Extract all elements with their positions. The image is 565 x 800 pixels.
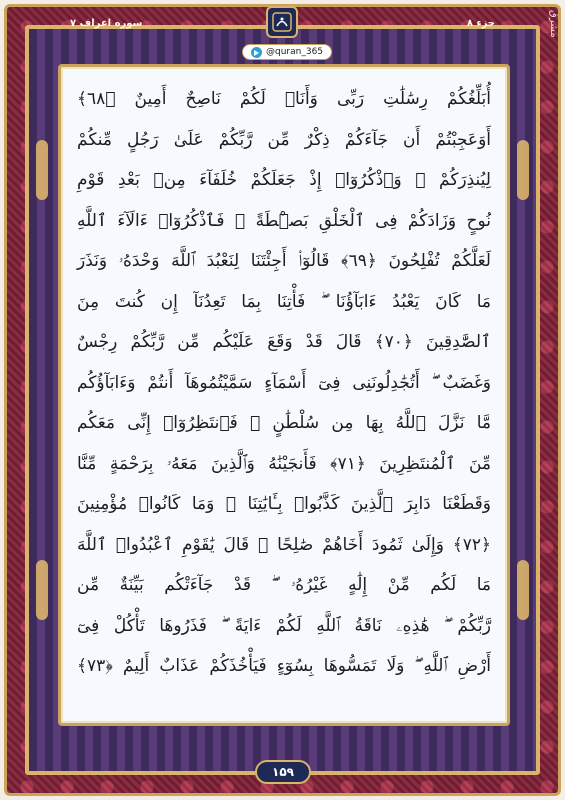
page-number-text: ۱۵۹ bbox=[272, 765, 294, 779]
site-watermark: مشرق bbox=[548, 10, 559, 38]
verse-line: لَعَلَّكُمْ تُفْلِحُونَ ﴿٦٩﴾ قَالُوٓا۟ أَجِئْتَنَا لِنَعْبُدَ ٱللَّهَ وَحْدَهُۥ وَنَذَرَ bbox=[77, 251, 491, 271]
juz-label: جزء ۸ bbox=[466, 17, 495, 29]
right-side-ornament bbox=[517, 560, 529, 620]
verse-line: رَّبِّكُمْ ۖ هَٰذِهِۦ نَاقَةُ ٱللَّهِ لَكُمْ ءَايَةً ۖ فَذَرُوهَا تَأْكُلْ فِىٓ bbox=[77, 615, 491, 636]
verse-line: مِّنَ ٱلْمُنتَظِرِينَ ﴿٧١﴾ فَأَنجَيْنَٰهُ وَٱلَّذِينَ مَعَهُۥ بِرَحْمَةٍ مِّنَّا bbox=[77, 453, 491, 474]
surah-label: سوره اعراف ۷ bbox=[70, 17, 143, 29]
social-handle-text: @quran_365 bbox=[266, 47, 324, 57]
verses-lines bbox=[61, 79, 507, 687]
verse-line: وَقَطَعْنَا دَابِرَ ٱلَّذِينَ كَذَّبُوا۟ بِـَٔايَٰتِنَا ۖ وَمَا كَانُوا۟ مُؤْمِنِينَ bbox=[77, 494, 491, 514]
right-side-ornament bbox=[517, 140, 529, 200]
header-medallion-icon bbox=[266, 6, 298, 38]
verse-line: نُوحٍ وَزَادَكُمْ فِى ٱلْخَلْقِ بَصْۜطَةً ۖ فَٱذْكُرُوٓا۟ ءَالَآءَ ٱللَّهِ bbox=[77, 210, 491, 231]
social-handle[interactable] bbox=[242, 44, 332, 60]
verse-line: ﴿٧٢﴾ وَإِلَىٰ ثَمُودَ أَخَاهُمْ صَٰلِحًا ۗ قَالَ يَٰقَوْمِ ٱعْبُدُوا۟ ٱللَّهَ bbox=[77, 534, 491, 555]
verse-line: مَّا نَزَّلَ ٱللَّهُ بِهَا مِن سُلْطَٰنٍ ۚ فَٱنتَظِرُوٓا۟ إِنِّى مَعَكُم bbox=[77, 413, 491, 433]
verse-line: أَوَعَجِبْتُمْ أَن جَآءَكُمْ ذِكْرٌ مِّن رَّبِّكُمْ عَلَىٰ رَجُلٍ مِّنكُمْ bbox=[77, 129, 491, 150]
verse-line: وَغَضَبٌ ۖ أَتُجَٰدِلُونَنِى فِىٓ أَسْمَآءٍ سَمَّيْتُمُوهَآ أَنتُمْ وَءَابَآؤُكُم bbox=[77, 372, 491, 393]
verse-line: مَا لَكُم مِّنْ إِلَٰهٍ غَيْرُهُۥ ۖ قَدْ جَآءَتْكُم بَيِّنَةٌ مِّن bbox=[77, 575, 491, 595]
left-side-ornament bbox=[36, 140, 48, 200]
page-number bbox=[255, 760, 311, 784]
verse-line: ٱلصَّٰدِقِينَ ﴿٧٠﴾ قَالَ قَدْ وَقَعَ عَلَيْكُم مِّن رَّبِّكُمْ رِجْسٌ bbox=[77, 332, 491, 352]
left-side-ornament bbox=[36, 560, 48, 620]
verse-line: مَا كَانَ يَعْبُدُ ءَابَآؤُنَا ۖ فَأْتِنَا بِمَا تَعِدُنَآ إِن كُنتَ مِنَ bbox=[77, 291, 491, 312]
verse-line: أُبَلِّغُكُمْ رِسَٰلَٰتِ رَبِّى وَأَنَا۠ لَكُمْ نَاصِحٌ أَمِينٌ ﴿٦٨﴾ bbox=[77, 89, 491, 109]
verse-line: لِيُنذِرَكُمْ ۚ وَٱذْكُرُوٓا۟ إِذْ جَعَلَكُمْ خُلَفَآءَ مِنۢ بَعْدِ قَوْمِ bbox=[77, 170, 491, 190]
telegram-icon bbox=[251, 47, 262, 58]
verse-line: أَرْضِ ٱللَّهِ ۖ وَلَا تَمَسُّوهَا بِسُوٓءٍ فَيَأْخُذَكُمْ عَذَابٌ أَلِيمٌ ﴿٧٣﴾ bbox=[77, 656, 491, 676]
verses-panel bbox=[58, 64, 510, 726]
calligraphy-seal-icon bbox=[271, 11, 293, 33]
